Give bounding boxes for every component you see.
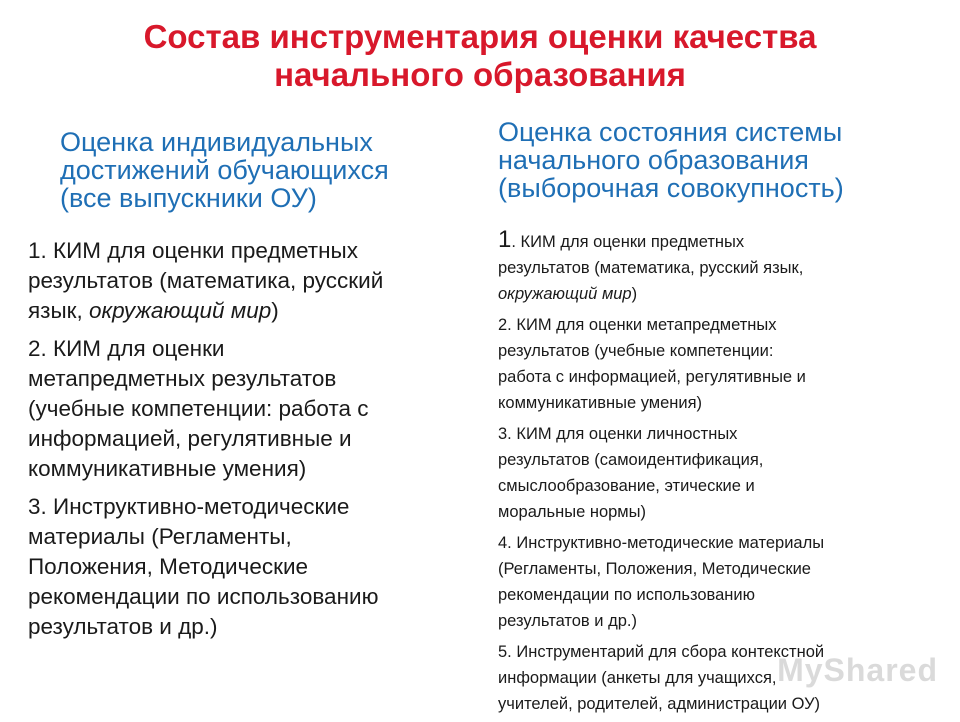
right-item-4-line: 4. Инструктивно-методические материалы bbox=[498, 534, 825, 552]
right-item-1-text: ) bbox=[631, 285, 638, 303]
right-item-3-line: 3. КИМ для оценки личностных bbox=[498, 425, 738, 443]
right-items-list bbox=[498, 227, 938, 722]
right-heading-line: (выборочная совокупность) bbox=[498, 173, 844, 203]
left-item-1 bbox=[28, 236, 468, 326]
left-item-2-line: (учебные компетенции: работа с bbox=[28, 396, 369, 421]
left-item-3 bbox=[28, 492, 468, 642]
right-heading-line: Оценка состояния системы bbox=[498, 117, 843, 147]
left-item-3-line: материалы (Регламенты, bbox=[28, 524, 292, 549]
right-item-3-line: смыслообразование, этические и bbox=[498, 477, 755, 495]
slide-title-line-1: Состав инструментария оценки качества bbox=[143, 18, 817, 55]
right-item-1 bbox=[498, 227, 938, 307]
left-item-2-line: 2. КИМ для оценки bbox=[28, 336, 225, 361]
watermark-logo: MyShared bbox=[777, 652, 938, 688]
right-item-2-line: коммуникативные умения) bbox=[498, 394, 703, 412]
right-item-5-line: информации (анкеты для учащихся, bbox=[498, 669, 777, 687]
right-item-1-text: . КИМ для оценки предметных bbox=[511, 233, 745, 251]
left-item-2-line: коммуникативные умения) bbox=[28, 456, 307, 481]
left-item-2 bbox=[28, 334, 468, 484]
left-items-list bbox=[28, 236, 468, 650]
left-item-1-line: 1. КИМ для оценки предметных bbox=[28, 238, 358, 263]
left-item-2-line: метапредметных результатов bbox=[28, 366, 337, 391]
left-item-1-text: язык, bbox=[28, 298, 90, 323]
slide-title bbox=[0, 18, 960, 94]
right-item-1-line bbox=[498, 281, 938, 307]
right-item-2-line: работа с информацией, регулятивные и bbox=[498, 368, 806, 386]
right-item-2-line: 2. КИМ для оценки метапредметных bbox=[498, 316, 777, 334]
left-item-3-line: результатов и др.) bbox=[28, 614, 218, 639]
left-item-1-line bbox=[28, 296, 468, 326]
right-column-heading bbox=[498, 118, 844, 202]
right-item-4 bbox=[498, 530, 938, 634]
right-item-2-line: результатов (учебные компетенции: bbox=[498, 342, 774, 360]
right-item-4-line: (Регламенты, Положения, Методические bbox=[498, 560, 811, 578]
right-item-2 bbox=[498, 312, 938, 416]
left-item-3-line: Положения, Методические bbox=[28, 554, 309, 579]
left-item-2-line: информацией, регулятивные и bbox=[28, 426, 352, 451]
left-heading-line: Оценка индивидуальных bbox=[60, 127, 373, 157]
right-item-4-line: результатов и др.) bbox=[498, 612, 637, 630]
right-item-1-line bbox=[498, 227, 938, 255]
left-item-3-line: рекомендации по использованию bbox=[28, 584, 379, 609]
right-item-4-line: рекомендации по использованию bbox=[498, 586, 755, 604]
right-item-5-line: учителей, родителей, администрации ОУ) bbox=[498, 695, 821, 713]
right-item-5-line: 5. Инструментарий для сбора контекстной bbox=[498, 643, 825, 661]
left-item-3-line: 3. Инструктивно-методические bbox=[28, 494, 350, 519]
left-item-1-text: ) bbox=[271, 298, 279, 323]
right-heading-line: начального образования bbox=[498, 145, 809, 175]
right-item-3-line: результатов (самоидентификация, bbox=[498, 451, 764, 469]
right-item-3-line: моральные нормы) bbox=[498, 503, 646, 521]
right-item-1-line: результатов (математика, русский язык, bbox=[498, 259, 804, 277]
slide-title-line-2: начального образования bbox=[274, 56, 686, 93]
right-item-1-number: 1 bbox=[498, 226, 512, 253]
right-item-1-italic: окружающий мир bbox=[498, 285, 632, 303]
left-heading-line: (все выпускники ОУ) bbox=[60, 183, 317, 213]
left-column-heading bbox=[60, 128, 389, 212]
right-item-3 bbox=[498, 421, 938, 525]
left-heading-line: достижений обучающихся bbox=[60, 155, 389, 185]
left-item-1-line: результатов (математика, русский bbox=[28, 268, 384, 293]
left-item-1-italic: окружающий мир bbox=[89, 298, 272, 323]
